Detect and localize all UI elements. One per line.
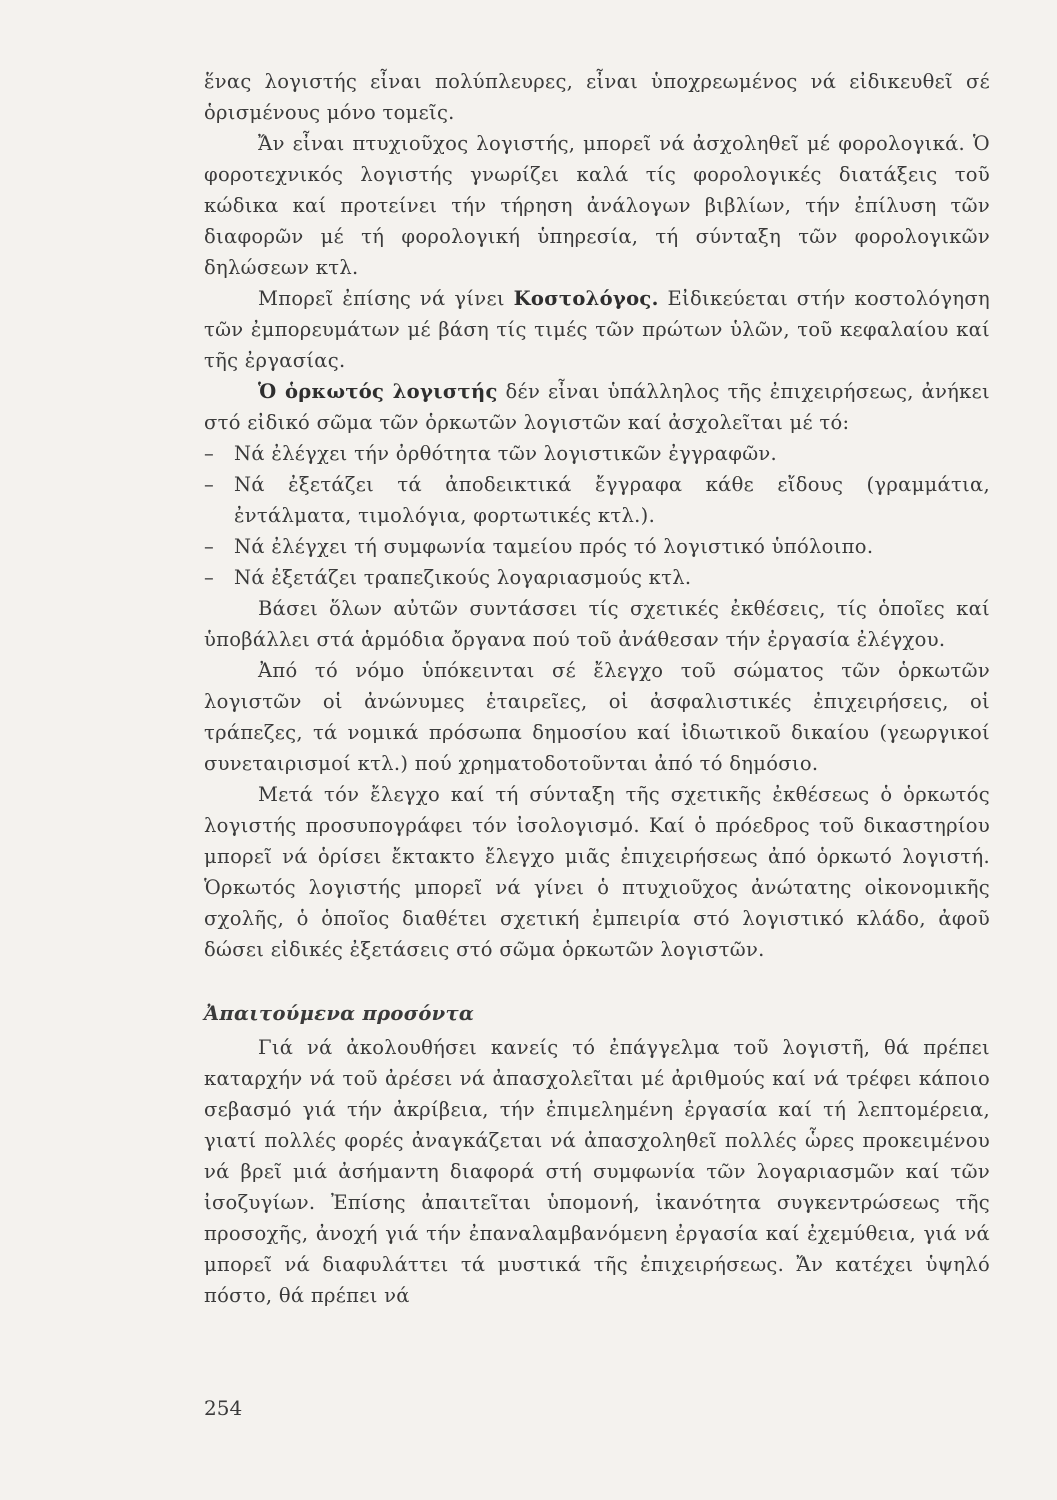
body-text: [204, 66, 990, 1311]
paragraph: ἕνας λογιστής εἶναι πολύπλευρες, εἶναι ὑποχρεωμένος νά εἰδικευθεῖ σέ ὁρισμένους μόνο τομεῖς.: [204, 70, 990, 124]
text-run: δέν εἶναι ὑπάλληλος τῆς ἐπιχειρήσεως, ἀνήκει στό εἰδικό σῶμα τῶν ὁρκωτῶν λογιστῶν καί ἀσχολεῖται μέ τό:: [204, 380, 990, 434]
list-item: [204, 469, 990, 531]
list-item: [204, 438, 990, 469]
text-run: Μπορεῖ ἐπίσης νά γίνει: [258, 287, 514, 310]
list-item-text: Νά ἐξετάζει τά ἀποδεικτικά ἔγγραφα κάθε εἴδους (γραμμάτια, ἐντάλματα, τιμολόγια, φορτωτικές κτλ.).: [234, 473, 990, 527]
paragraph: [204, 283, 990, 376]
bold-term: Κοστολόγος.: [513, 287, 659, 310]
list-dash: –: [204, 535, 215, 558]
list-dash: –: [204, 566, 215, 589]
paragraph: Ἄν εἶναι πτυχιοῦχος λογιστής, μπορεῖ νά ἀσχοληθεῖ μέ φορολογικά. Ὁ φοροτεχνικός λογιστής γνωρίζει καλά τίς φορολογικές διατάξεις τοῦ κώδικα καί προτείνει τήν τήρηση ἀνάλογων βιβλίων, τήν ἐπίλυση τῶν διαφορῶν μέ τή φορολογική ὑπηρεσία, τή σύνταξη τῶν φορολογικῶν δηλώσεων κτλ.: [204, 132, 990, 279]
paragraph: Γιά νά ἀκολουθήσει κανείς τό ἐπάγγελμα τοῦ λογιστῆ, θά πρέπει καταρχήν νά τοῦ ἀρέσει νά ἀπασχολεῖται μέ ἀριθμούς καί νά τρέφει κάποιο σεβασμό γιά τήν ἀκρίβεια, τήν ἐπιμελημένη ἐργασία καί τή λεπτομέρεια, γιατί πολλές φορές ἀναγκάζεται νά ἀπασχοληθεῖ πολλές ὧρες προκειμένου νά βρεῖ μιά ἀσήμαντη διαφορά στή συμφωνία τῶν λογαριασμῶν καί τῶν ἰσοζυγίων. Ἐπίσης ἀπαιτεῖται ὑπομονή, ἱκανότητα συγκεντρώσεως τῆς προσοχῆς, ἀνοχή γιά τήν ἐπαναλαμβανόμενη ἐργασία καί ἐχεμύθεια, γιά νά μπορεῖ νά διαφυλάττει τά μυστικά τῆς ἐπιχειρήσεως. Ἄν κατέχει ὑψηλό πόστο, θά πρέπει νά: [204, 1036, 990, 1307]
list-item-text: Νά ἐξετάζει τραπεζικούς λογαριασμούς κτλ.: [234, 566, 692, 589]
paragraph: [204, 376, 990, 438]
list-item: [204, 562, 990, 593]
paragraph: Ἀπό τό νόμο ὑπόκεινται σέ ἔλεγχο τοῦ σώματος τῶν ὁρκωτῶν λογιστῶν οἱ ἀνώνυμες ἑταιρεῖες, οἱ ἀσφαλιστικές ἐπιχειρήσεις, οἱ τράπεζες, τά νομικά πρόσωπα δημοσίου καί ἰδιωτικοῦ δικαίου (γεωργικοί συνεταιρισμοί κτλ.) πού χρηματοδοτοῦνται ἀπό τό δημόσιο.: [204, 659, 990, 775]
list-dash: –: [204, 442, 215, 465]
page-number: 254: [204, 1396, 243, 1420]
list-item-text: Νά ἐλέγχει τήν ὀρθότητα τῶν λογιστικῶν ἐγγραφῶν.: [234, 442, 778, 465]
bold-term: Ὁ ὁρκωτός λογιστής: [258, 380, 498, 403]
list-item: [204, 531, 990, 562]
paragraph: Μετά τόν ἔλεγχο καί τή σύνταξη τῆς σχετικῆς ἐκθέσεως ὁ ὁρκωτός λογιστής προσυπογράφει τόν ἰσολογισμό. Καί ὁ πρόεδρος τοῦ δικαστηρίου μπορεῖ νά ὁρίσει ἔκτακτο ἔλεγχο μιᾶς ἐπιχειρήσεως ἀπό ὁρκωτό λογιστή. Ὁρκωτός λογιστής μπορεῖ νά γίνει ὁ πτυχιοῦχος ἀνώτατης οἰκονομικῆς σχολῆς, ὁ ὁποῖος διαθέτει σχετική ἐμπειρία στό λογιστικό κλάδο, ἀφοῦ δώσει εἰδικές ἐξετάσεις στό σῶμα ὁρκωτῶν λογιστῶν.: [204, 783, 990, 961]
list-item-text: Νά ἐλέγχει τή συμφωνία ταμείου πρός τό λογιστικό ὑπόλοιπο.: [234, 535, 874, 558]
section-heading: Ἀπαιτούμενα προσόντα: [204, 1002, 475, 1025]
list-dash: –: [204, 473, 215, 496]
text-run: Εἰδικεύεται στήν κοστολόγηση τῶν ἐμπορευμάτων μέ βάση τίς τιμές τῶν πρώτων ὑλῶν, τοῦ κεφαλαίου καί τῆς ἐργασίας.: [204, 287, 990, 372]
paragraph: Βάσει ὅλων αὐτῶν συντάσσει τίς σχετικές ἐκθέσεις, τίς ὁποῖες καί ὑποβάλλει στά ἁρμόδια ὄργανα πού τοῦ ἀνάθεσαν τήν ἐργασία ἐλέγχου.: [204, 597, 990, 651]
